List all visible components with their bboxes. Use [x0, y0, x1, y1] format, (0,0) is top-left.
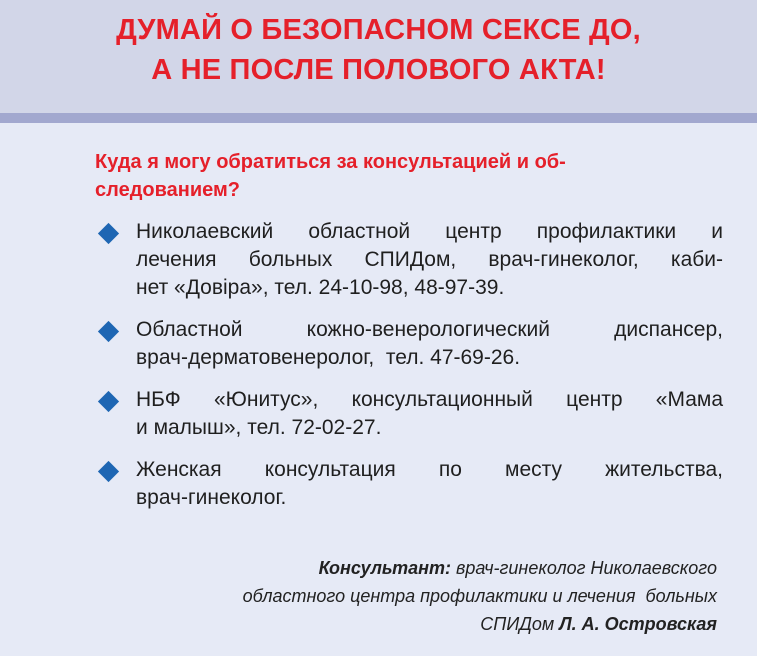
- item-line: врач-дерматовенеролог, тел. 47-69-26.: [136, 346, 521, 369]
- question-line-1: Куда я могу обратиться за консультацией и об-: [95, 151, 566, 173]
- consultant-label: Консультант:: [318, 558, 452, 578]
- list-item: [98, 386, 723, 442]
- diamond-bullet-icon: [98, 223, 119, 244]
- list-item: [98, 218, 723, 302]
- question-heading: [95, 148, 725, 204]
- diamond-bullet-icon: [98, 321, 119, 342]
- credit-line-2: областного центра профилактики и лечения больных: [242, 586, 717, 606]
- item-line: врач-гинеколог.: [136, 486, 287, 509]
- item-line: Областной кожно-венерологический диспансер,: [136, 318, 723, 341]
- item-line: Женская консультация по месту жительства,: [136, 458, 723, 481]
- credit-line-3: [97, 610, 717, 638]
- list-item: [98, 316, 723, 372]
- item-line: Николаевский областной центр профилактики и: [136, 220, 723, 243]
- credit-line-1: [97, 554, 717, 582]
- author-name: Л. А. Островская: [559, 614, 717, 634]
- divider-band: [0, 113, 757, 123]
- header-band: [0, 0, 757, 113]
- credit-line-3-text: СПИДом: [480, 614, 560, 634]
- diamond-bullet-icon: [98, 391, 119, 412]
- credit-line-1-text: врач-гинеколог Николаевского: [451, 558, 717, 578]
- contact-list: [98, 218, 723, 526]
- headline-line-2: А НЕ ПОСЛЕ ПОЛОВОГО АКТА!: [151, 54, 606, 86]
- question-line-2: следованием?: [95, 179, 240, 201]
- item-line: лечения больных СПИДом, врач-гинеколог, каби-: [136, 248, 723, 271]
- list-item: [98, 456, 723, 512]
- diamond-bullet-icon: [98, 461, 119, 482]
- item-line: НБФ «Юнитус», консультационный центр «Мама: [136, 388, 723, 411]
- consultant-credit: [97, 554, 717, 638]
- headline-line-1: ДУМАЙ О БЕЗОПАСНОМ СЕКСЕ ДО,: [116, 14, 641, 46]
- item-line: нет «Довіра», тел. 24-10-98, 48-97-39.: [136, 276, 505, 299]
- item-line: и малыш», тел. 72-02-27.: [136, 416, 382, 439]
